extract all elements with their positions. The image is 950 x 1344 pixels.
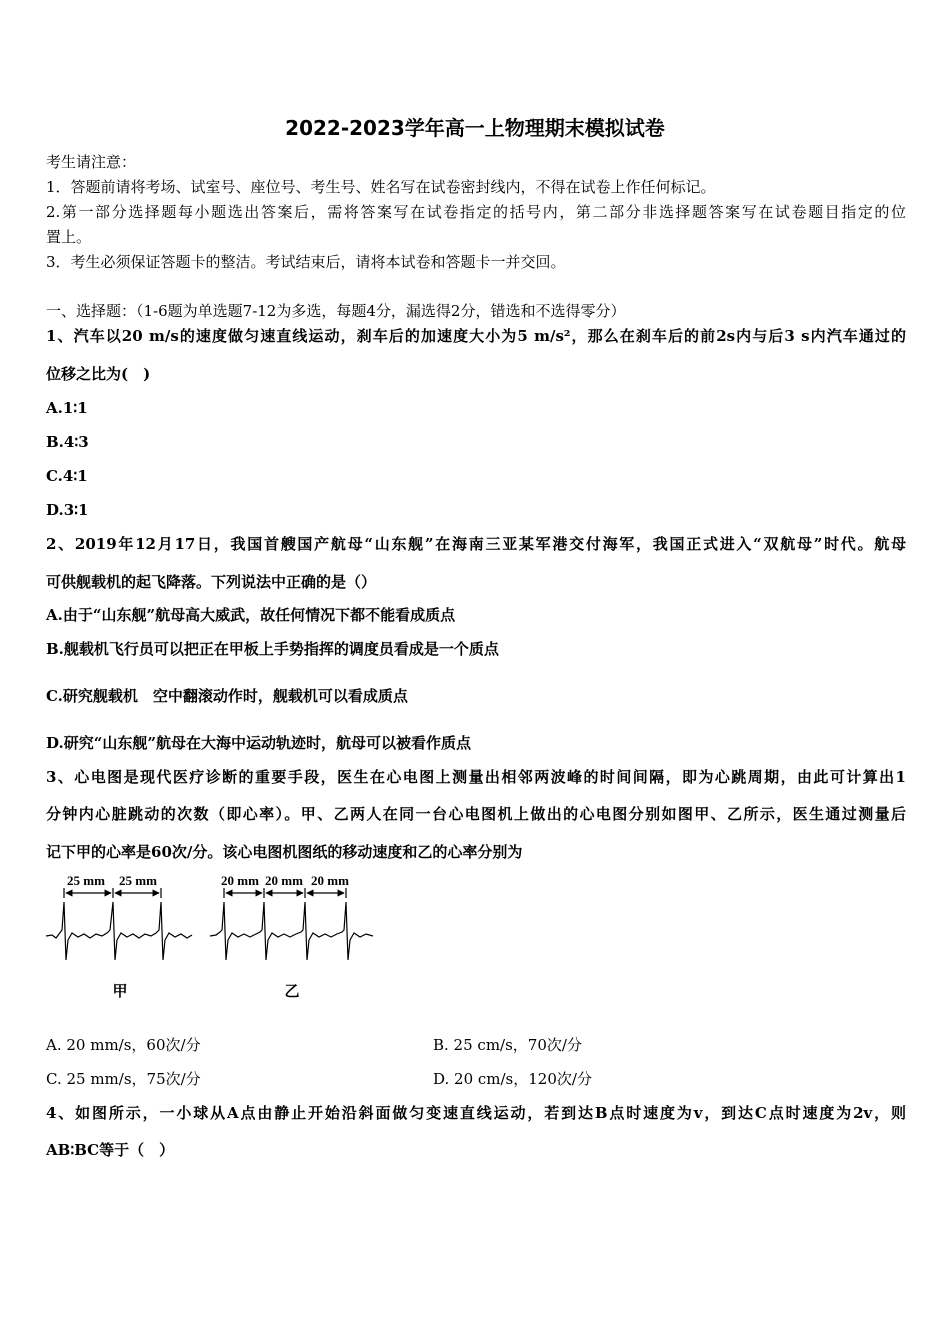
question-2-stem: 2、2019年12月17日，我国首艘国产航母“山东舰”在海南三亚某军港交付海军，我国正式进入“双航母”时代。航母 [46, 535, 906, 553]
ecg-yi-caption: 乙 [284, 984, 300, 1000]
question-3-option-d: D. 20 cm/s，120次/分 [433, 1070, 592, 1088]
question-2-option-b: B.舰载机飞行员可以把正在甲板上手势指挥的调度员看成是一个质点 [46, 640, 499, 658]
ecg-jia-caption: 甲 [112, 984, 128, 1000]
question-3-option-c: C. 25 mm/s，75次/分 [46, 1070, 201, 1088]
notice-item: 2.第一部分选择题每小题选出答案后，需将答案写在试卷指定的括号内，第二部分非选择题答案写在试卷题目指定的位 [46, 203, 906, 221]
question-3-option-a: A. 20 mm/s，60次/分 [46, 1036, 201, 1054]
ecg-yi-label: 20 mm [311, 873, 349, 888]
question-2-option-a: A.由于“山东舰”航母高大威武，故任何情况下都不能看成质点 [46, 606, 456, 624]
question-3-option-b: B. 25 cm/s，70次/分 [433, 1036, 582, 1054]
question-1-option-a: A.1∶1 [46, 399, 88, 417]
question-3-stem: 3、心电图是现代医疗诊断的重要手段，医生在心电图上测量出相邻两波峰的时间间隔，即为心跳周期，由此可计算出1 [46, 768, 906, 786]
question-1-option-b: B.4∶3 [46, 433, 89, 451]
question-4-stem: 4、如图所示，一小球从A点由静止开始沿斜面做匀变速直线运动，若到达B点时速度为v，到达C点时速度为2v，则 [46, 1104, 906, 1122]
notice-item: 3．考生必须保证答题卡的整洁。考试结束后，请将本试卷和答题卡一并交回。 [46, 253, 566, 271]
ecg-figure [40, 868, 390, 1003]
notice-heading: 考生请注意： [46, 153, 137, 171]
question-2-option-d: D.研究“山东舰”航母在大海中运动轨迹时，航母可以被看作质点 [46, 734, 471, 752]
question-2-stem: 可供舰载机的起飞降落。下列说法中正确的是（） [46, 573, 377, 591]
question-3-stem: 记下甲的心率是60次/分。该心电图机图纸的移动速度和乙的心率分别为 [46, 843, 523, 861]
ecg-jia-label: 25 mm [67, 873, 105, 888]
ecg-yi-label: 20 mm [265, 873, 303, 888]
question-1-stem: 位移之比为( ) [46, 365, 151, 383]
notice-item: 置上。 [46, 228, 92, 246]
question-1-stem: 1、汽车以20 m/s的速度做匀速直线运动，刹车后的加速度大小为5 m/s²，那么在刹车后的前2s内与后3 s内汽车通过的 [46, 327, 906, 345]
section-heading: 一、选择题：（1-6题为单选题7-12为多选，每题4分，漏选得2分，错选和不选得零分） [46, 302, 626, 320]
page-title: 2022-2023学年高一上物理期末模拟试卷 [285, 116, 665, 140]
question-3-stem: 分钟内心脏跳动的次数（即心率）。甲、乙两人在同一台心电图机上做出的心电图分别如图甲、乙所示，医生通过测量后 [46, 805, 906, 823]
notice-item: 1．答题前请将考场、试室号、座位号、考生号、姓名写在试卷密封线内，不得在试卷上作任何标记。 [46, 178, 716, 196]
question-1-option-d: D.3∶1 [46, 501, 89, 519]
ecg-jia-label: 25 mm [119, 873, 157, 888]
ecg-yi-label: 20 mm [221, 873, 259, 888]
question-4-stem: AB∶BC等于（ ） [46, 1141, 175, 1159]
question-2-option-c: C.研究舰载机 空中翻滚动作时，舰载机可以看成质点 [46, 687, 408, 705]
question-1-option-c: C.4∶1 [46, 467, 88, 485]
